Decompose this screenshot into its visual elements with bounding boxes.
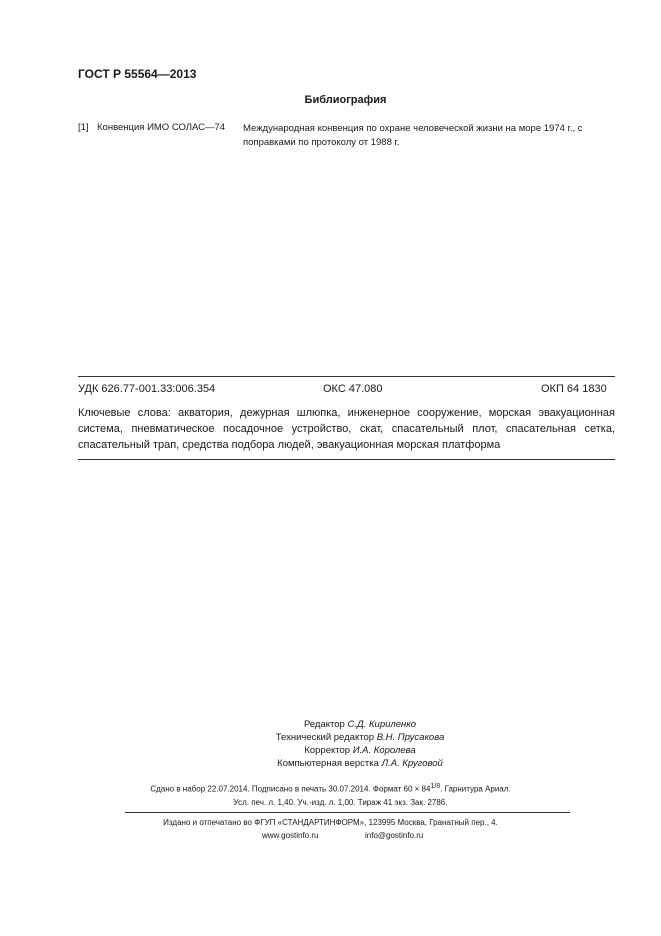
website-link[interactable]: www.gostinfo.ru	[262, 831, 319, 840]
divider-top	[78, 376, 615, 377]
credit-tech-editor: Технический редактор В.Н. Прусакова	[275, 732, 445, 743]
keywords-label: Ключевые слова:	[78, 407, 171, 419]
publisher-line: Издано и отпечатано во ФГУП «СТАНДАРТИНФОРМ», 123995 Москва, Гранатный пер., 4.	[163, 818, 498, 827]
credit-editor: Редактор С.Д. Кириленко	[303, 719, 417, 730]
bibliography-title: Библиография	[304, 94, 387, 106]
standard-number: ГОСТ Р 55564—2013	[78, 67, 197, 81]
okp-code: ОКП 64 1830	[541, 383, 607, 395]
publication-line-1: Сдано в набор 22.07.2014. Подписано в печать 30.07.2014. Формат 60 × 841/8. Гарнитура Ариал.	[150, 783, 511, 794]
reference-description: Международная конвенция по охране человеческой жизни на море 1974 г., с поправками по протоколу от 1988 г.	[243, 123, 583, 148]
reference-short-title: Конвенция ИМО СОЛАС—74	[97, 122, 226, 133]
divider-bottom	[78, 459, 615, 460]
credit-layout: Компьютерная верстка Л.А. Круговой	[277, 758, 443, 769]
email-link[interactable]: info@gostinfo.ru	[365, 831, 424, 840]
format-fraction: 1/8	[430, 783, 441, 790]
publication-line-2: Усл. печ. л. 1,40. Уч.-изд. л. 1,00. Тираж 41 экз. Зак. 2786.	[233, 798, 448, 807]
reference-marker: [1]	[78, 122, 89, 133]
credits-block	[210, 718, 510, 770]
oks-code: ОКС 47.080	[323, 383, 383, 395]
keywords-block	[78, 405, 615, 453]
divider-publication	[125, 812, 570, 813]
keywords-text: акватория, дежурная шлюпка, инженерное сооружение, морская эвакуационная система, пневматическое посадочное устройство, скат, спасательный плот, спасательная сетка, спасательный трап, средства подбора людей, эвакуационная морская платформа	[78, 407, 615, 451]
credit-corrector: Корректор И.А. Королева	[304, 745, 416, 756]
udk-code: УДК 626.77-001.33:006.354	[78, 383, 216, 395]
